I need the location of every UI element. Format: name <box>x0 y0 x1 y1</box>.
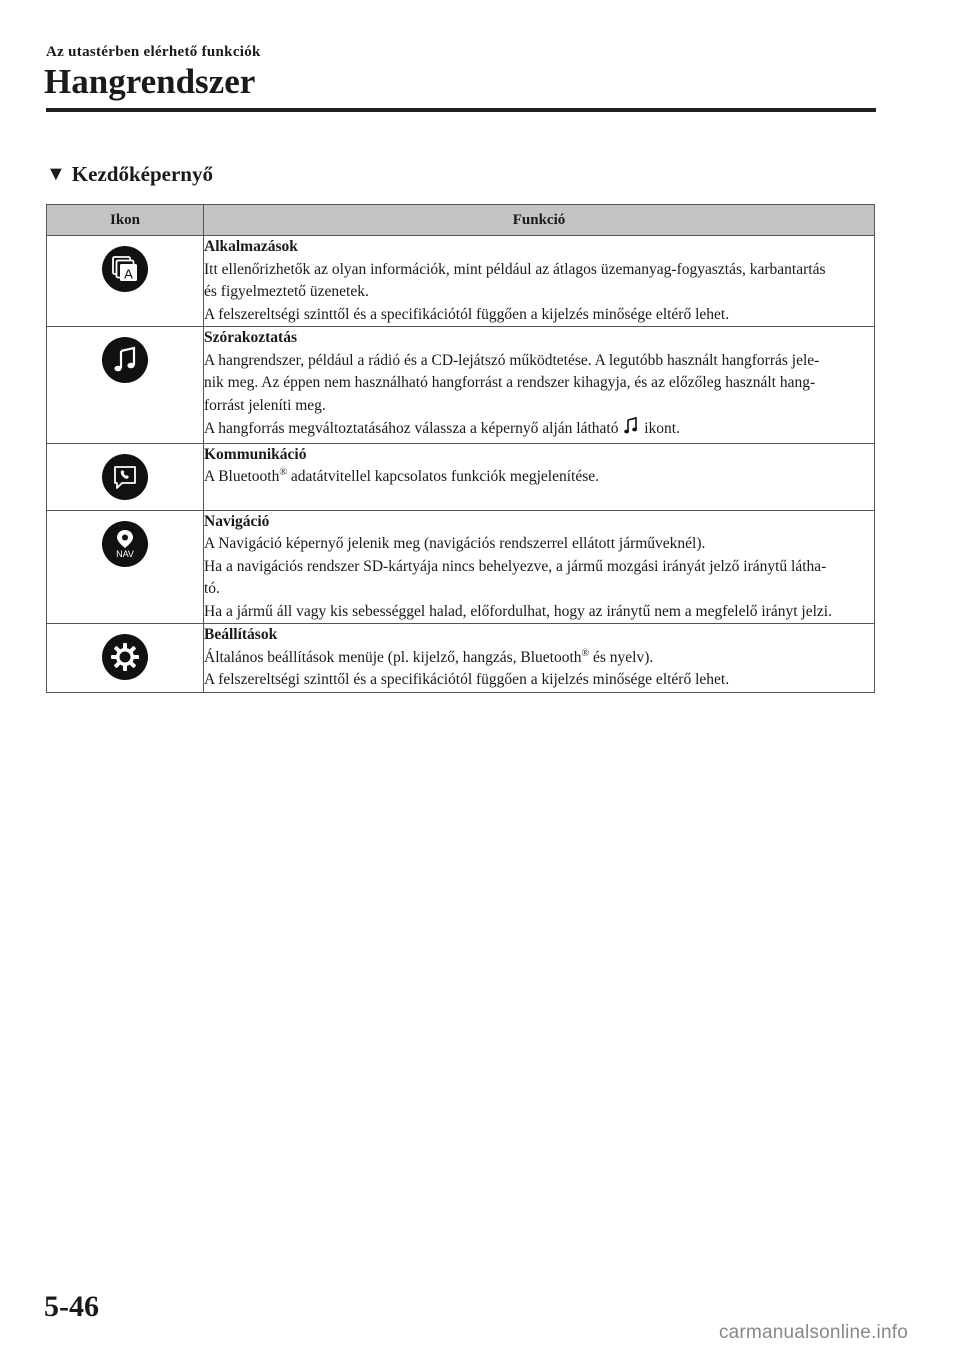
function-cell <box>204 236 875 327</box>
page-title: Hangrendszer <box>44 62 256 101</box>
description-line: Itt ellenőrizhetők az olyan információk, mint például az átlagos üzemanyag-fogyasztás, karbantartás <box>204 260 826 278</box>
icon-cell <box>47 327 204 444</box>
description-text: ikont. <box>644 420 680 437</box>
phone-message-icon <box>102 454 148 500</box>
function-cell <box>204 510 875 624</box>
description-line: Ha a navigációs rendszer SD-kártyája nincs behelyezve, a jármű mozgási irányát jelző iránytű látha- <box>204 557 827 575</box>
registered-mark: ® <box>581 647 590 659</box>
table-row <box>47 327 875 444</box>
description-line <box>204 466 874 489</box>
description-text: adatátvitellel kapcsolatos funkciók megjelenítése. <box>286 468 600 485</box>
function-name: Kommunikáció <box>204 445 307 463</box>
function-cell <box>204 443 875 510</box>
function-name: Alkalmazások <box>204 238 298 255</box>
table-row <box>47 624 875 693</box>
description-line: A felszereltségi szinttől és a specifikációtól függően a kijelzés minősége eltérő lehet. <box>204 305 730 323</box>
function-cell <box>204 327 875 444</box>
description-line: forrást jeleníti meg. <box>204 396 326 414</box>
description-line: A hangrendszer, például a rádió és a CD-lejátszó működtetése. A legutóbb használt hangforrás jele- <box>204 351 820 369</box>
table-header-row <box>47 205 875 236</box>
section-title: Kezdőképernyő <box>71 162 213 186</box>
breadcrumb: Az utastérben elérhető funkciók <box>46 44 261 60</box>
table-row <box>47 443 875 510</box>
music-note-icon <box>102 337 148 383</box>
registered-mark: ® <box>279 466 287 478</box>
nav-label: NAV <box>116 548 134 559</box>
description-text: A Bluetooth <box>204 468 280 485</box>
function-table <box>46 204 875 693</box>
description-line: tó. <box>204 580 220 597</box>
icon-cell <box>47 624 204 693</box>
icon-cell <box>47 443 204 510</box>
navigation-icon <box>102 521 148 567</box>
icon-cell <box>47 236 204 327</box>
description-text: Általános beállítások menüje (pl. kijelző, hangzás, Bluetooth <box>204 648 582 666</box>
triangle-down-icon: ▼ <box>46 163 66 185</box>
description-line: nik meg. Az éppen nem használható hangforrást a rendszer kihagyja, és az előzőleg használt hang- <box>204 374 816 391</box>
column-header-icon: Ikon <box>47 205 204 236</box>
table-row <box>47 510 875 624</box>
function-cell <box>204 624 875 693</box>
svg-text:A: A <box>124 266 133 282</box>
description-line <box>204 417 874 443</box>
function-name: Beállítások <box>204 626 278 643</box>
description-line <box>204 647 874 670</box>
description-text: A hangforrás megváltoztatásához válassza a képernyő alján látható <box>204 420 619 437</box>
page-number: 5-46 <box>44 1290 99 1323</box>
settings-gear-icon <box>102 634 148 680</box>
section-heading <box>46 162 213 187</box>
description-line: A Navigáció képernyő jelenik meg (navigációs rendszerrel ellátott járműveknél). <box>204 535 706 552</box>
function-name: Navigáció <box>204 512 270 530</box>
icon-cell <box>47 510 204 624</box>
music-note-inline-icon <box>624 417 638 443</box>
applications-icon <box>102 246 148 292</box>
function-name: Szórakoztatás <box>204 329 297 346</box>
column-header-function: Funkció <box>204 205 875 236</box>
description-line: A felszereltségi szinttől és a specifikációtól függően a kijelzés minősége eltérő lehet. <box>204 671 730 688</box>
description-line: Ha a jármű áll vagy kis sebességgel halad, előfordulhat, hogy az iránytű nem a megfelelő irányt jelzi. <box>204 602 832 620</box>
description-line: és figyelmeztető üzenetek. <box>204 283 369 300</box>
description-text: és nyelv). <box>589 648 654 666</box>
watermark: carmanualsonline.info <box>718 1322 908 1343</box>
title-divider <box>46 108 876 112</box>
table-row <box>47 236 875 327</box>
